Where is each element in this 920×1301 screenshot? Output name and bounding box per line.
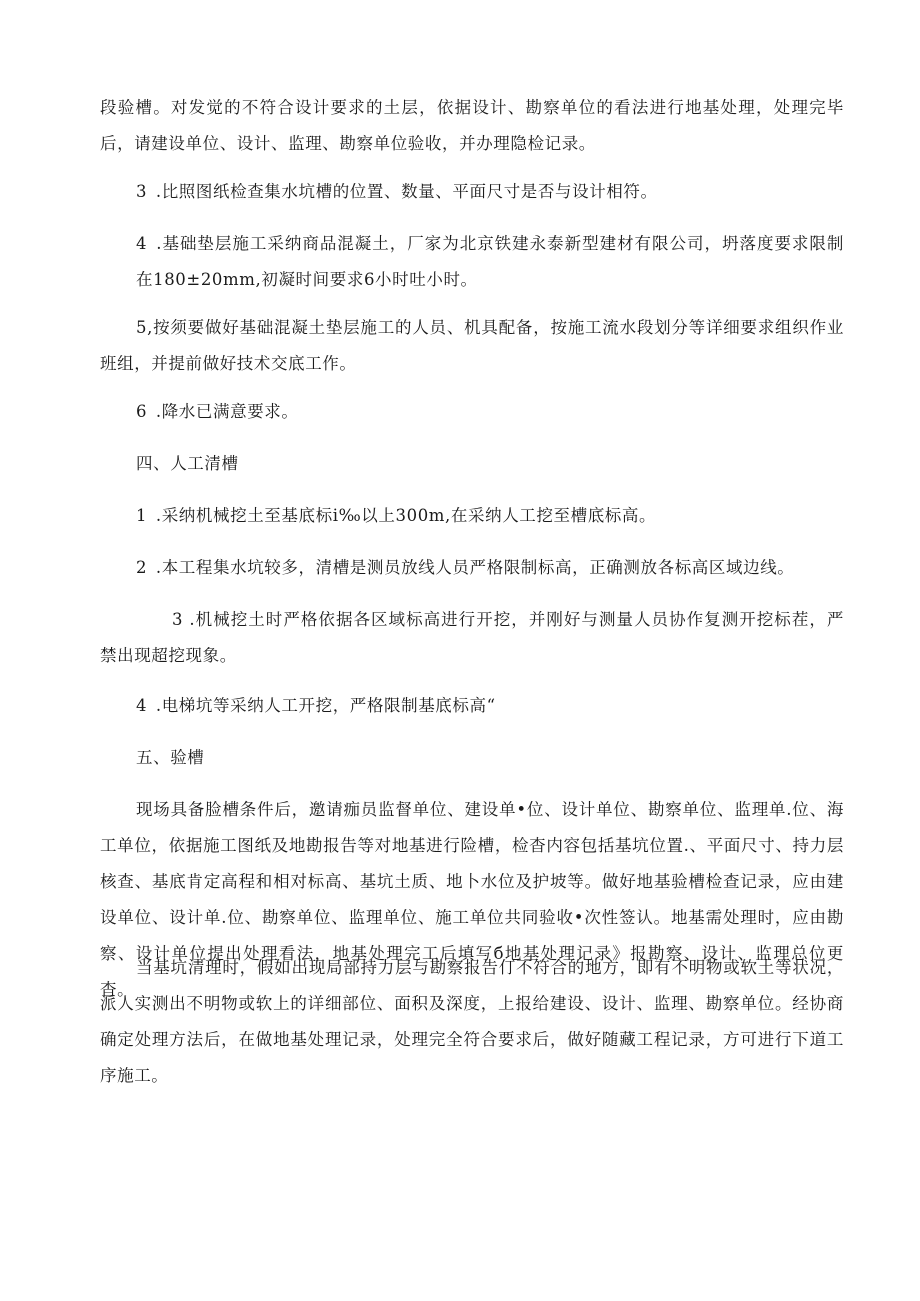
item-number: 6 <box>136 402 148 421</box>
section4-item-4 <box>100 688 844 724</box>
item-number: 2 <box>136 558 148 577</box>
item-number: 4 <box>136 696 148 715</box>
item-text: .基础垫层施工采纳商品混凝土，厂家为北京铁建永泰新型建材有限公司，坍落度要求限制在180±20mm,初凝时间要求6小时吐小时。 <box>136 234 844 289</box>
item-text: .比照图纸检查集水坑槽的位置、数量、平面尺寸是否与设计相符。 <box>150 182 658 201</box>
list-item-6 <box>100 394 844 430</box>
section-heading-4: 四、人工清槽 <box>136 454 239 473</box>
paragraph-intro: 段验槽。对发觉的不符合设计要求的土层，依据设计、勘察单位的看法进行地基处理，处理完毕后，请建设单位、设计、监理、勘察单位验收，并办理隐检记录。 <box>100 98 844 153</box>
item-text: .采纳机械挖土至基底标i‰以上300m,在采纳人工挖至槽底标高。 <box>150 506 657 525</box>
list-item-5: 5,按须要做好基础混凝土垫层施工的人员、机具配备，按施工流水段划分等详细要求组织作业班组，并提前做好技术交底工作。 <box>100 318 844 373</box>
item-number: 4 <box>136 234 148 253</box>
section4-item-1 <box>100 498 844 534</box>
item-number: 3 <box>136 182 148 201</box>
section4-item-2 <box>100 550 844 586</box>
list-item-4 <box>100 226 844 298</box>
item-text: .电梯坑等采纳人工开挖，严格限制基底标高“ <box>150 696 496 715</box>
item-number: 1 <box>136 506 148 525</box>
section-heading-5: 五、验槽 <box>136 748 205 767</box>
section5-paragraph-1: 现场具备脸槽条件后，邀请痂员监督单位、建设单•位、设计单位、勘察单位、监理单.位、海工单位，依据施工图纸及地勘报告等对地基进行险槽，检杳内容包括基坑位置.、平面尺寸、持力层核查、基底肯定高程和相对标高、基坑土质、地卜水位及护坡等。做好地基验槽检查记录，应由建设单位、设计单.位、勘察单位、监理单位、施工单位共同验收•次性签认。地基需处理时，应由勘察、设计单位提出处理看法，地基处理完工后填写б地基处理记录》报勘察、设计、监理总位更杳。 <box>100 800 844 999</box>
item-text: .机械挖土时严格依据各区域标高进行开挖，并刚好与测量人员协作复测开挖标茬，严禁出现超挖现象。 <box>100 610 844 665</box>
item-text: .本工程集水坑较多，清槽是测员放线人员严格限制标高，正确测放各标高区域边线。 <box>150 558 795 577</box>
item-text: .降水已满意要求。 <box>150 402 299 421</box>
section4-item-3 <box>100 602 844 674</box>
item-number: 3 <box>172 610 184 629</box>
list-item-3 <box>100 174 844 210</box>
section5-paragraph-2: 当基坑清理时，假如出现局部持力层与勘察报告仃不符合的地方，即有不明物或软土等状况，派人实测出不明物或软上的详细部位、面积及深度，上报给建设、设计、监理、勘察单位。经协商确定处理方法后，在做地基处理记录，处理完全符合要求后，做好随藏工程记录，方可进行下道工序施工。 <box>100 958 844 1085</box>
